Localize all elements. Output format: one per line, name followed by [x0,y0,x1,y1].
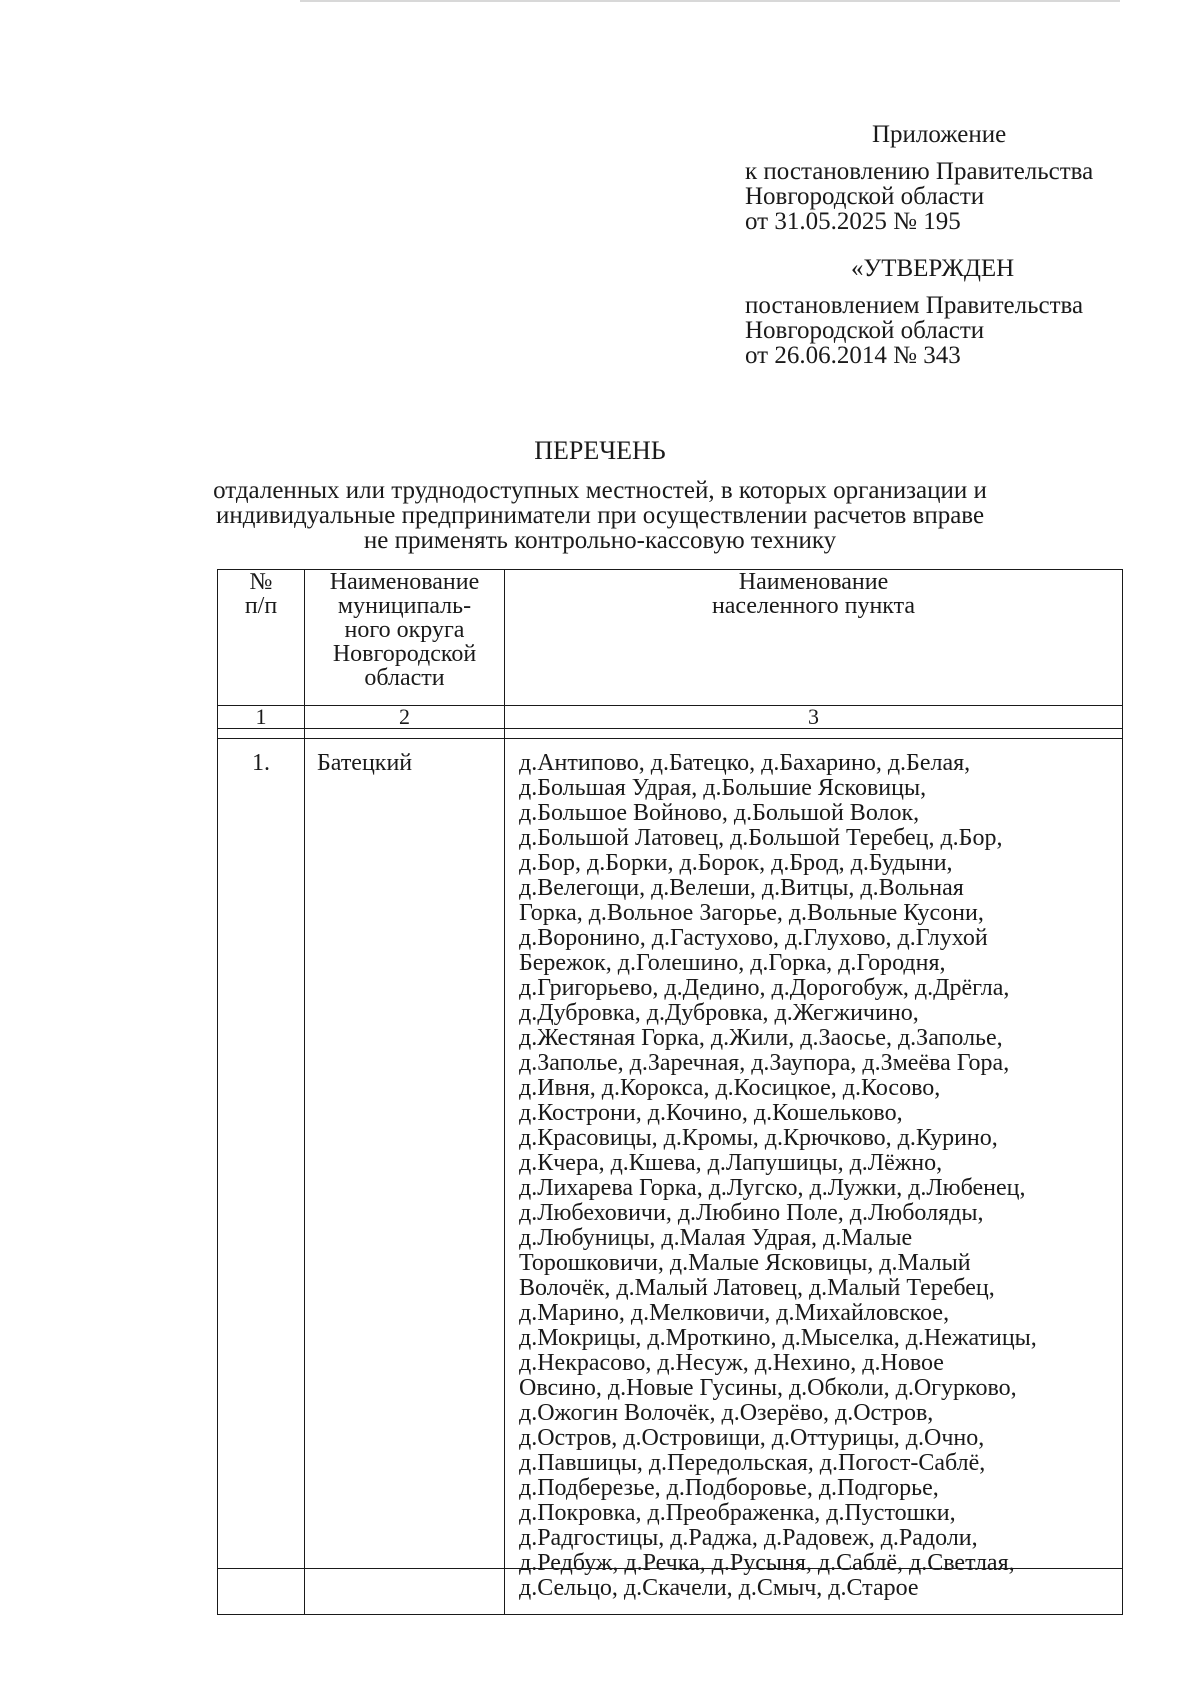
document-subtitle-line-1: отдаленных или труднодоступных местностей, в которых организации и [213,477,987,504]
header-cell-number [218,570,305,706]
spacer-cell [305,729,505,739]
settlement-line: д.Редбуж, д.Речка, д.Русыня, д.Саблё, д.Светлая, [519,1550,1015,1576]
settlement-line: д.Радгостицы, д.Раджа, д.Радовеж, д.Радоли, [519,1525,978,1551]
spacer-cell [218,729,305,739]
settlement-line: д.Павшицы, д.Передольская, д.Погост-Саблё, [519,1450,986,1476]
approved-by-line-3: от 26.06.2014 № 343 [745,342,961,369]
header-settlement-line-2: населенного пункта [711,593,916,619]
settlement-line: Торошковичи, д.Малые Ясковицы, д.Малый [519,1250,971,1276]
settlement-line: д.Любеховичи, д.Любино Поле, д.Люболяды, [519,1200,984,1226]
table-row [218,739,1123,1615]
header-cell-district [305,570,505,706]
settlement-line: д.Большое Войново, д.Большой Волок, [519,800,920,826]
header-settlement-line-1: Наименование [738,569,889,595]
scan-top-edge [300,0,1120,2]
row-settlements [505,739,1123,1615]
settlement-line: д.Любуницы, д.Малая Удрая, д.Малые [519,1225,913,1251]
settlement-line: Овсино, д.Новые Гусины, д.Обколи, д.Огурково, [519,1375,1017,1401]
settlement-line: д.Мокрицы, д.Мроткино, д.Мыселка, д.Нежатицы, [519,1325,1037,1351]
settlement-line: д.Заполье, д.Заречная, д.Заупора, д.Змеёва Гора, [519,1050,1010,1076]
settlement-line: д.Марино, д.Мелковичи, д.Михайловское, [519,1300,950,1326]
settlement-line: Волочёк, д.Малый Латовец, д.Малый Теребец, [519,1275,995,1301]
settlement-line: Горка, д.Вольное Загорье, д.Вольные Кусони, [519,900,984,926]
header-district-line: муниципаль- [337,593,472,619]
document-subtitle-line-2: индивидуальные предприниматели при осуществлении расчетов вправе [215,502,985,529]
column-number-cell: 3 [505,706,1123,729]
header-number-symbol: № [249,569,273,595]
header-district-line: Новгородской [332,641,477,667]
settlement-line: д.Остров, д.Островищи, д.Оттурицы, д.Очно, [519,1425,985,1451]
settlement-line: д.Большая Удрая, д.Большие Ясковицы, [519,775,927,801]
settlement-line: д.Жестяная Горка, д.Жили, д.Заосье, д.Заполье, [519,1025,1003,1051]
resolution-ref-line-3: от 31.05.2025 № 195 [745,208,961,235]
header-number-abbr: п/п [244,593,278,619]
settlement-line: д.Антипово, д.Батецко, д.Бахарино, д.Белая, [519,750,971,776]
column-number-cell: 2 [305,706,505,729]
settlement-line: д.Велегощи, д.Велеши, д.Витцы, д.Вольная [519,875,964,901]
settlement-line: д.Ивня, д.Корокса, д.Косицкое, д.Косово, [519,1075,941,1101]
header-district-line: ного округа [344,617,465,643]
settlement-line: д.Ожогин Волочёк, д.Озерёво, д.Остров, [519,1400,934,1426]
approved-by-line-2: Новгородской области [745,317,985,344]
settlement-line: д.Большой Латовец, д.Большой Теребец, д.Бор, [519,825,1003,851]
settlement-line: д.Лихарева Горка, д.Лугско, д.Лужки, д.Любенец, [519,1175,1026,1201]
settlement-line: д.Красовицы, д.Кромы, д.Крючково, д.Курино, [519,1125,998,1151]
table-header-row [218,570,1123,706]
approved-by-line-1: постановлением Правительства [745,292,1084,319]
settlement-line: д.Кострони, д.Кочино, д.Кошельково, [519,1100,903,1126]
header-district-line: Наименование [329,569,480,595]
row-number: 1. [218,739,305,1615]
appendix-label: Приложение [872,121,1007,148]
settlement-line: д.Дубровка, д.Дубровка, д.Жегжичино, [519,1000,919,1026]
document-subtitle-line-3: не применять контрольно-кассовую технику [363,527,837,554]
spacer-cell [505,729,1123,739]
table-bottom-border [217,1568,1122,1569]
settlements-table [217,569,1123,1615]
column-number-cell: 1 [218,706,305,729]
row-district: Батецкий [305,739,505,1615]
settlement-line: Бережок, д.Голешино, д.Горка, д.Городня, [519,950,946,976]
resolution-ref-line-1: к постановлению Правительства [745,158,1094,185]
settlement-line: д.Подберезье, д.Подборовье, д.Подгорье, [519,1475,939,1501]
approved-label: «УТВЕРЖДЕН [851,255,1015,282]
table-spacer-row [218,729,1123,739]
settlement-line: д.Воронино, д.Гастухово, д.Глухово, д.Глухой [519,925,988,951]
column-number-row [218,706,1123,729]
settlement-line: д.Покровка, д.Преображенка, д.Пустошки, [519,1500,956,1526]
header-cell-settlement [505,570,1123,706]
settlement-line: д.Некрасово, д.Несуж, д.Нехино, д.Новое [519,1350,944,1376]
settlement-line: д.Кчера, д.Кшева, д.Лапушицы, д.Лёжно, [519,1150,943,1176]
settlement-line: д.Сельцо, д.Скачели, д.Смыч, д.Старое [519,1575,919,1601]
document-title: ПЕРЕЧЕНЬ [534,436,666,465]
settlement-line: д.Бор, д.Борки, д.Борок, д.Брод, д.Будыни, [519,850,953,876]
settlement-line: д.Григорьево, д.Дедино, д.Дорогобуж, д.Дрёгла, [519,975,1010,1001]
header-district-line: области [364,665,445,691]
resolution-ref-line-2: Новгородской области [745,183,985,210]
